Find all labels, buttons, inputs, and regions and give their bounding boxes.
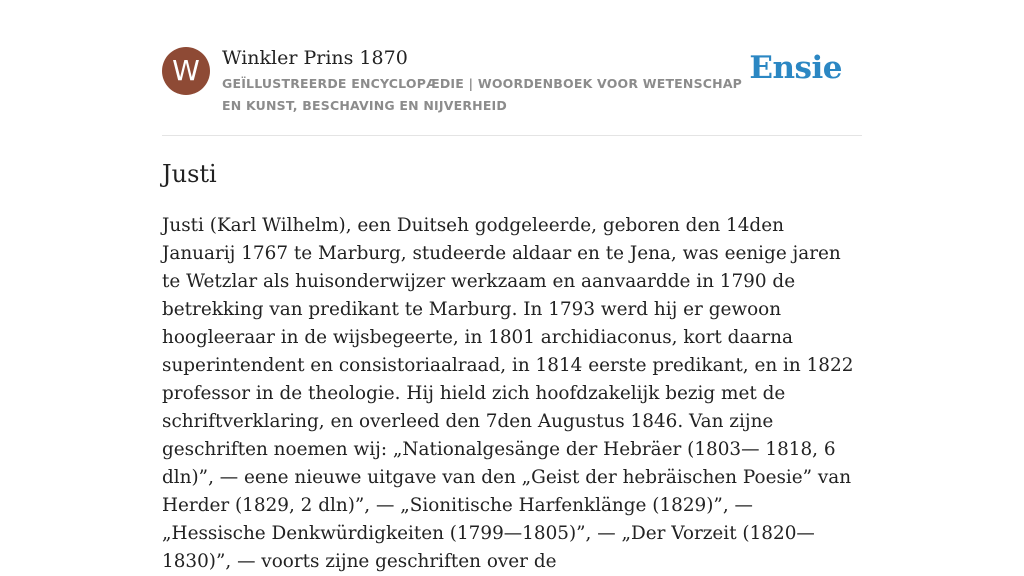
ensie-logo[interactable]: Ensie — [749, 50, 842, 86]
article-body: Justi (Karl Wilhelm), een Duitseh godgeleerde, geboren den 14den Januarij 1767 te Marburg, studeerde aldaar en te Jena, was eenige jaren te Wetzlar als huisonderwijzer werkzaam en aanvaardde in 1790 de betrekking van predikant te Marburg. In 1793 werd hij er gewoon hoogleeraar in de wijsbegeerte, in 1801 archidiaconus, kort daarna superintendent en consistoriaalraad, in 1814 eerste predikant, en in 1822 professor in de theologie. Hij hield zich hoofdzakelijk bezig met de schriftverklaring, en overleed den 7den Augustus 1846. Van zijne geschriften noemen wij: „Nationalgesänge der Hebräer (1803— 1818, 6 dln)”, — eene nieuwe uitgave van den „Geist der hebräischen Poesie” van Herder (1829, 2 dln)”, — „Sionitische Harfenklänge (1829)”, — „Hessische Denkwürdigkeiten (1799—1805)”, — „Der Vorzeit (1820—1830)”, — voorts zijne geschriften over de — [162, 215, 854, 572]
site-header — [162, 0, 862, 136]
source-avatar[interactable]: W — [162, 47, 210, 95]
page — [162, 0, 862, 572]
source-title[interactable]: Winkler Prins 1870 — [222, 47, 408, 69]
source-subtitle: GEÏLLUSTREERDE ENCYCLOPÆDIE | WOORDENBOEK VOOR WETENSCHAP EN KUNST, BESCHAVING EN NIJVERHEID — [222, 76, 743, 113]
source-titles — [222, 45, 752, 117]
article-title: Justi — [162, 160, 217, 188]
